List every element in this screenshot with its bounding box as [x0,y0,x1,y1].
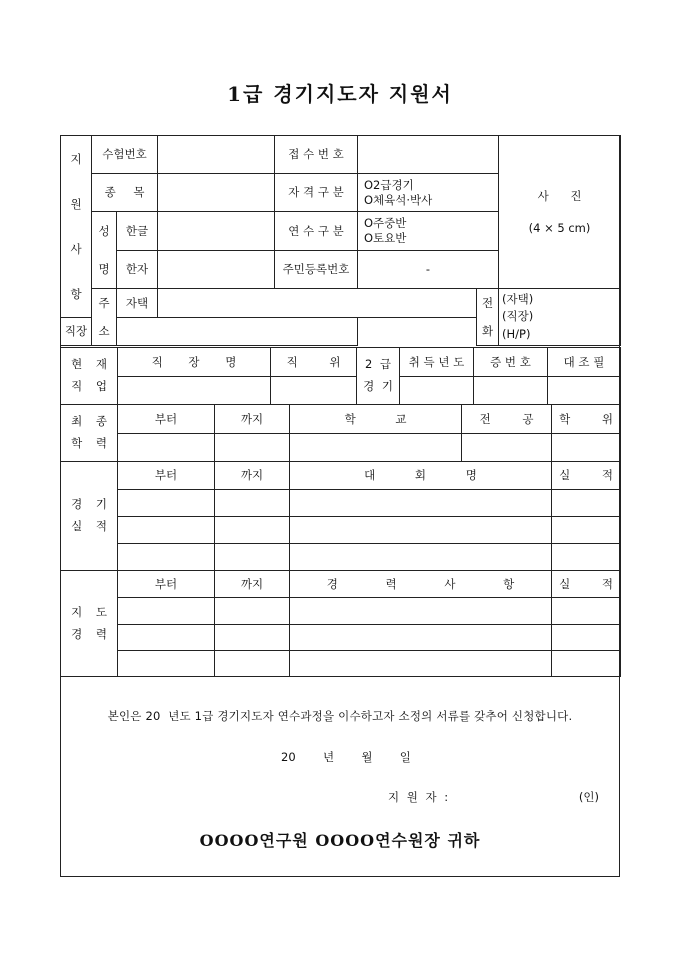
career-field[interactable] [290,651,552,677]
qualification-option[interactable]: O2급경기 [364,178,414,193]
education-from-label: 부터 [118,405,215,434]
degree-field[interactable] [552,434,621,462]
competition-to-field[interactable] [215,517,290,544]
career-field[interactable] [290,625,552,651]
applicant-section [60,135,621,346]
training-option[interactable]: O주중반 [364,216,407,231]
workplace-label: 직 장 명 [118,348,271,377]
education-to-field[interactable] [215,434,290,462]
qualification-label: 자 격 구 분 [275,174,358,212]
phone-label: 전 화 [477,289,499,346]
competition-to-field[interactable] [215,544,290,571]
receipt-no-label: 접 수 번 호 [275,136,358,174]
coaching-result-label: 실 적 [552,571,621,598]
education-label: 최 종 학 력 [61,405,118,462]
home-address-field[interactable] [158,289,477,318]
coaching-section [60,570,621,677]
coaching-from-field[interactable] [118,598,215,625]
form-title: 1급 경기지도자 지원서 [227,82,453,106]
event-name-label: 대 회 명 [290,462,552,490]
event-name-field[interactable] [290,544,552,571]
position-field[interactable] [271,377,357,405]
application-form [60,135,620,877]
coaching-to-field[interactable] [215,598,290,625]
competition-result-label: 실 적 [552,462,621,490]
work-address-label: 직장 [61,317,92,346]
competition-result-field[interactable] [552,517,621,544]
event-name-field[interactable] [290,490,552,517]
receipt-no-field[interactable] [358,136,499,174]
photo-label: 사 진 [537,188,582,203]
acquired-year-field[interactable] [400,377,474,405]
career-label: 경 력 사 항 [290,571,552,598]
workplace-field[interactable] [118,377,271,405]
coaching-result-field[interactable] [552,625,621,651]
name-label: 성 명 [92,212,117,289]
competition-to-field[interactable] [215,490,290,517]
exam-no-field[interactable] [158,136,275,174]
training-label: 연 수 구 분 [275,212,358,251]
competition-result-field[interactable] [552,544,621,571]
coaching-result-field[interactable] [552,598,621,625]
current-job-section [60,347,621,405]
applicant-signature-label: 지 원 자 : [388,790,451,804]
seal-mark: (인) [578,790,599,804]
current-job-label: 현 재 직 업 [61,348,118,405]
cert-no-field[interactable] [474,377,548,405]
photo-size: (4 × 5 cm) [528,221,591,235]
training-options[interactable] [358,212,499,251]
hangul-label: 한글 [117,212,158,251]
exam-no-label: 수험번호 [92,136,158,174]
competition-label: 경 기 실 적 [61,462,118,571]
applicant-section-label: 지 원 사 항 [61,136,92,318]
training-option[interactable]: O토요반 [364,230,407,245]
career-field[interactable] [290,598,552,625]
education-to-label: 까지 [215,405,290,434]
verify-field[interactable] [548,377,621,405]
school-field[interactable] [290,434,462,462]
declaration-section [61,676,619,876]
addressee: OOOO연구원 OOOO연수원장 귀하 [199,831,481,850]
competition-from-label: 부터 [118,462,215,490]
event-label: 종 목 [92,174,158,212]
home-address-label: 자택 [117,289,158,318]
hanja-label: 한자 [117,250,158,289]
address-label: 주 소 [92,289,117,346]
hangul-name-field[interactable] [158,212,275,251]
competition-section [60,461,621,571]
education-from-field[interactable] [118,434,215,462]
coaching-from-label: 부터 [118,571,215,598]
work-address-field[interactable] [117,317,358,346]
phone-mobile[interactable]: (H/P) [502,326,531,341]
coaching-from-field[interactable] [118,651,215,677]
coaching-to-label: 까지 [215,571,290,598]
application-date[interactable]: 20 년 월 일 [281,750,411,764]
coaching-to-field[interactable] [215,651,290,677]
photo-box[interactable] [499,136,621,289]
event-name-field[interactable] [290,517,552,544]
coaching-to-field[interactable] [215,625,290,651]
acquired-year-label: 취 득 년 도 [400,348,474,377]
competition-from-field[interactable] [118,490,215,517]
declaration-statement: 본인은 20 년도 1급 경기지도자 연수과정을 이수하고자 소정의 서류를 갖추어 신청합니다. [107,709,573,723]
major-label: 전 공 [462,405,552,434]
competition-from-field[interactable] [118,517,215,544]
education-section [60,404,621,462]
position-label: 직 위 [271,348,357,377]
coaching-result-field[interactable] [552,651,621,677]
coaching-from-field[interactable] [118,625,215,651]
major-field[interactable] [462,434,552,462]
phone-home[interactable]: (자택) [502,292,534,307]
grade2-label: 2 급 경 기 [357,348,400,405]
verify-label: 대 조 필 [548,348,621,377]
phone-fields[interactable] [499,289,621,346]
competition-from-field[interactable] [118,544,215,571]
event-field[interactable] [158,174,275,212]
rrn-field[interactable]: - [358,250,499,289]
rrn-label: 주민등록번호 [275,250,358,289]
degree-label: 학 위 [552,405,621,434]
coaching-label: 지 도 경 력 [61,571,118,677]
cert-no-label: 증 번 호 [474,348,548,377]
qualification-options[interactable] [358,174,499,212]
qualification-option[interactable]: O체육석·박사 [364,192,433,207]
phone-work[interactable]: (직장) [502,309,534,324]
school-label: 학 교 [290,405,462,434]
competition-to-label: 까지 [215,462,290,490]
competition-result-field[interactable] [552,490,621,517]
hanja-name-field[interactable] [158,250,275,289]
